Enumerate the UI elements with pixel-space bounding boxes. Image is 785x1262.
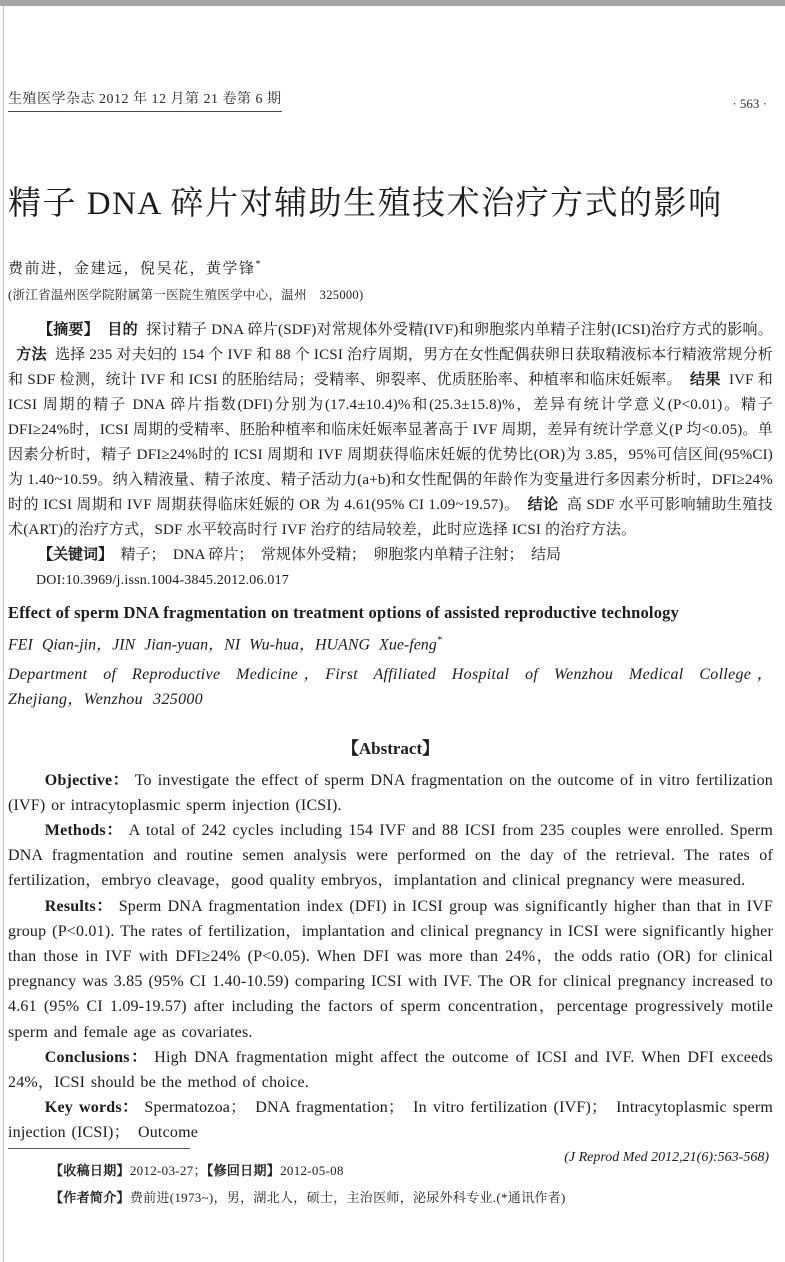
results-text-en: Sperm DNA fragmentation index (DFI) in ICSI group was significantly higher than that in IVF group (P<0.01). The rates of fertilization，implantation and clinical pregnancy in ICSI were significantly higher than those in IVF with DFI≥24% (P<0.05). When DFI was more than 24%，the odds ratio (OR) for clinical pregnancy was 3.85 (95% CI 1.40-10.59) comparing ICSI with IVF. The OR for clinical pregnancy increased to 4.61 (95% CI 1.09-19.57) after including the factors of sperm concentration，percentage progressively motile sperm and female age as covariates. (8, 897, 773, 1041)
running-header (8, 88, 773, 112)
keywords-text-en: Spermatozoa； DNA fragmentation； In vitro fertilization (IVF)； Intracytoplasmic sperm injection (ICSI)； Outcome (8, 1099, 774, 1142)
authors-cn (8, 257, 773, 278)
keywords-label-en: Key words： (44, 1099, 139, 1117)
conclusion-label-cn: 结论 (527, 497, 559, 514)
footnote-divider (8, 1148, 190, 1149)
author-bio-label: 【作者简介】 (50, 1190, 130, 1205)
methods-text-en: A total of 242 cycles including 154 IVF and 88 ICSI from 235 couples were enrolled. Sperm DNA fragmentation and routine semen analysis were performed on the day of the retrieval. The rates of fertilization，embryo cleavage，good quality embryos，implantation and clinical pregnancy were measured. (8, 821, 774, 890)
abstract-cn (8, 318, 773, 543)
authors-en (8, 630, 773, 656)
revised-date: 2012-05-08 (280, 1163, 344, 1178)
footnote-block (8, 1148, 773, 1211)
objective-label-cn: 目的 (107, 322, 138, 339)
authors-cn-names: 费前进，金建远，倪吴花，黄学锋 (8, 261, 256, 278)
page-content (0, 88, 785, 1166)
methods-label-en: Methods： (44, 821, 124, 839)
results-label-cn: 结果 (690, 372, 721, 389)
author-bio-text: 费前进(1973~)，男，湖北人，硕士，主治医师，泌尿外科专业.(*通讯作者) (129, 1190, 566, 1205)
abstract-heading-en: 【Abstract】 (341, 738, 440, 758)
conclusions-paragraph-en (8, 1045, 773, 1095)
corresponding-author-mark: * (255, 259, 263, 271)
methods-label-cn: 方法 (16, 347, 47, 364)
received-date: 2012-03-27； (129, 1163, 207, 1178)
affiliation-cn: (浙江省温州医学院附属第一医院生殖医学中心，温州 325000) (8, 288, 364, 303)
journal-citation: (J Reprod Med 2012,21(6):563-568) (564, 1149, 769, 1165)
methods-text-cn: 选择 235 对夫妇的 154 个 IVF 和 88 个 ICSI 治疗周期，男方在女性配偶获卵日获取精液标本行精液常规分析和 SDF 检测，统计 IVF 和 ICSI 的胚胎结局；受精率、卵裂率、优质胚胎率、种植率和临床妊娠率。 (8, 347, 773, 389)
keywords-cn (8, 543, 773, 568)
objective-paragraph-en (8, 768, 773, 818)
abstract-en (8, 768, 773, 1146)
scan-top-bar (0, 0, 785, 6)
conclusion-text-cn: 高 SDF 水平可影响辅助生殖技术(ART)的治疗方式，SDF 水平较高时行 IVF 治疗的结局较差，此时应选择 ICSI 的治疗方法。 (8, 497, 774, 539)
objective-text-cn: 探讨精子 DNA 碎片(SDF)对常规体外受精(IVF)和卵胞浆内单精子注射(ICSI)治疗方式的影响。 (146, 322, 774, 339)
received-date-label: 【收稿日期】 (50, 1163, 130, 1178)
page-number: · 563 · (732, 96, 767, 111)
footnote-dates (8, 1157, 773, 1184)
article-title-cn: 精子 DNA 碎片对辅助生殖技术治疗方式的影响 (8, 186, 723, 222)
abstract-cn-label: 【摘要】 (38, 322, 100, 339)
keywords-cn-text: 精子； DNA 碎片； 常规体外受精； 卵胞浆内单精子注射； 结局 (120, 547, 561, 564)
authors-en-names: FEI Qian-jin，JIN Jian-yuan，NI Wu-hua，HUANG Xue-feng (8, 636, 437, 654)
conclusions-label-en: Conclusions： (44, 1048, 149, 1066)
results-paragraph-en (8, 894, 773, 1045)
article-title-en: Effect of sperm DNA fragmentation on treatment options of assisted reproductive technology (8, 603, 680, 623)
corresponding-author-mark-en: * (436, 635, 442, 647)
methods-paragraph-en (8, 818, 773, 894)
doi: DOI:10.3969/j.issn.1004-3845.2012.06.017 (36, 573, 289, 589)
affiliation-en: Department of Reproductive Medicine，First Affiliated Hospital of Wenzhou Medical College，Zhejiang，Wenzhou 325000 (8, 665, 773, 709)
results-label-en: Results： (44, 897, 114, 915)
footnote-author-bio (8, 1184, 773, 1211)
objective-label-en: Objective： (44, 771, 130, 789)
objective-text-en: To investigate the effect of sperm DNA fragmentation on the outcome of in vitro fertilization (IVF) or intracytoplasmic sperm injection (ICSI). (8, 771, 774, 814)
conclusions-text-en: High DNA fragmentation might affect the outcome of ICSI and IVF. When DFI exceeds 24%，ICSI should be the method of choice. (8, 1048, 773, 1092)
keywords-paragraph-en (8, 1095, 773, 1145)
keywords-cn-label: 【关键词】 (38, 547, 114, 564)
journal-issue-text: 生殖医学杂志 2012 年 12 月第 21 卷第 6 期 (8, 88, 282, 112)
results-text-cn: IVF 和 ICSI 周期的精子 DNA 碎片指数(DFI)分别为(17.4±10.4)%和(25.3±15.8)%，差异有统计学意义(P<0.01)。精子 DFI≥24%时，ICSI 周期的受精率、胚胎种植率和临床妊娠率显著高于 IVF 周期，差异有统计学意义(P 均<0.05)。单因素分析时，精子 DFI≥24%时的 ICSI 周期和 IVF 周期获得临床妊娠的优势比(OR)为 3.85，95%可信区间(95%CI)为 1.40~10.59。纳入精液量、精子浓度、精子活动力(a+b)和女性配偶的年龄作为变量进行多因素分析时，DFI≥24%时的 ICSI 周期和 IVF 周期获得临床妊娠的 OR 为 4.61(95% CI 1.09~19.57)。 (8, 372, 773, 514)
revised-date-label: 【修回日期】 (206, 1163, 281, 1178)
